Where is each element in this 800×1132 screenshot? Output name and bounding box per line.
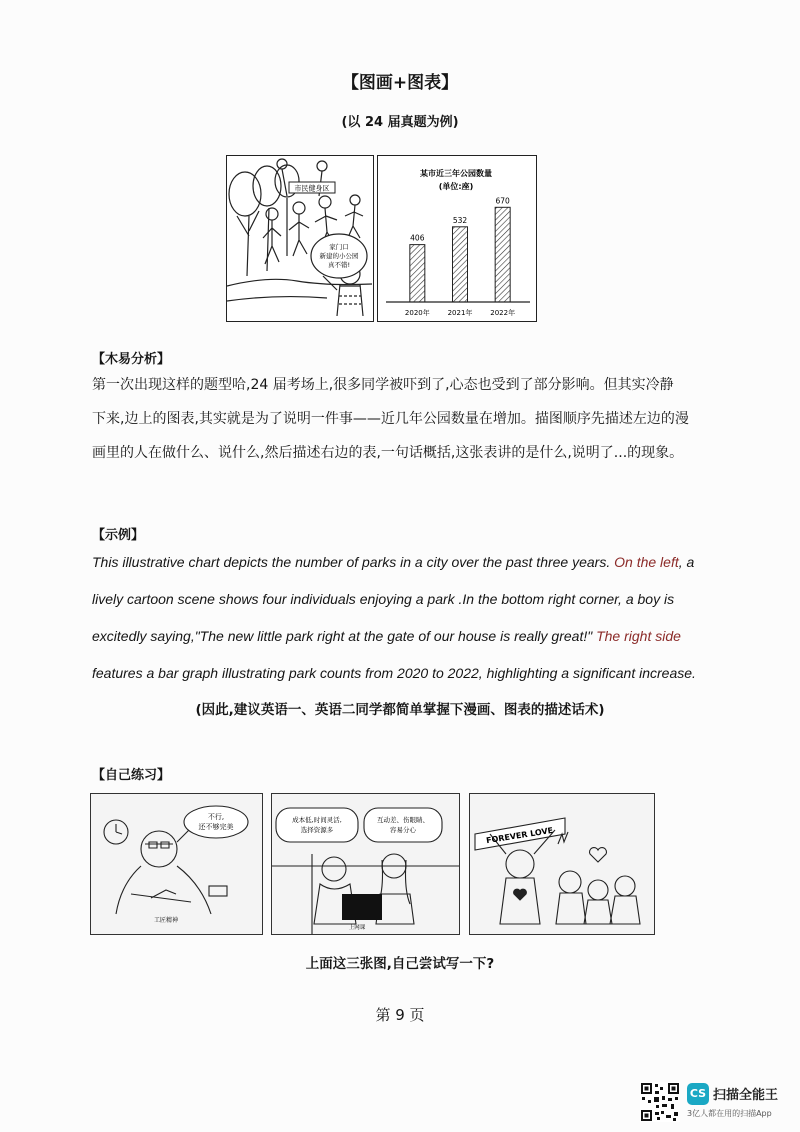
cartoon-panel xyxy=(226,155,374,322)
section-subtitle: (以 24 届真题为例) xyxy=(341,115,459,130)
example-line-1-text: This illustrative chart depicts the number of parks in a city over the past three years. xyxy=(92,554,615,570)
page-number: 第 9 页 xyxy=(375,1006,425,1024)
analysis-line-2: 下来,边上的图表,其实就是为了说明一件事——近几年公园数量在增加。描图顺序先描述左边的漫 xyxy=(92,411,689,427)
x-tick-label: 2021年 xyxy=(447,309,473,317)
example-line-1-tail: , a xyxy=(678,554,695,570)
fans-drawing xyxy=(470,794,654,934)
craftsman-drawing xyxy=(91,794,262,934)
example-line-1 xyxy=(92,544,792,581)
online-class-drawing xyxy=(272,794,459,934)
cartoon-sign: 市民健身区 xyxy=(294,184,330,193)
practice-picture-2 xyxy=(271,793,460,935)
bar-value-label: 532 xyxy=(452,215,468,225)
practice-picture-3 xyxy=(469,793,655,935)
x-tick-label: 2022年 xyxy=(490,309,516,317)
example-line-2: lively cartoon scene shows four individuals enjoying a park .In the bottom right corner, a boy is xyxy=(92,591,675,607)
pic1-caption: 工匠精神 xyxy=(153,917,179,924)
example-note: (因此,建议英语一、英语二同学都简单掌握下漫画、图表的描述话术) xyxy=(195,702,605,718)
pic2-caption: 上网课 xyxy=(348,925,366,931)
pic3-banner: FOREVER LOVE xyxy=(485,825,554,846)
example-line-4: features a bar graph illustrating park counts from 2020 to 2022, highlighting a significant increase. xyxy=(92,665,696,681)
example-label: 【示例】 xyxy=(92,528,145,543)
app-name: 扫描全能王 xyxy=(713,1088,779,1103)
pic2-bubble-left-line2: 选择资源多 xyxy=(300,826,334,834)
example-line-3-text: excitedly saying,"The new little park right at the gate of our house is really great!" xyxy=(92,628,597,644)
pic1-bubble-line1: 不行, xyxy=(207,813,225,821)
cartoon-speech-line2: 新建的小公园 xyxy=(319,252,359,260)
example-paragraph xyxy=(92,544,792,692)
bar-value-label: 406 xyxy=(410,233,425,243)
practice-label: 【自己练习】 xyxy=(92,768,171,783)
example-highlight-left: On the left xyxy=(614,554,679,570)
section-title: 【图画+图表】 xyxy=(341,73,459,93)
app-tagline: 3亿人都在用的扫描App xyxy=(687,1109,772,1118)
pic2-bubble-right-line2: 容易分心 xyxy=(390,826,416,834)
practice-picture-1 xyxy=(90,793,263,935)
bar-value-label: 670 xyxy=(495,196,510,206)
cartoon-drawing xyxy=(227,156,372,320)
practice-prompt: 上面这三张图,自己尝试写一下? xyxy=(305,956,495,972)
chart-subtitle: (单位:座) xyxy=(438,182,474,191)
analysis-line-3: 画里的人在做什么、说什么,然后描述右边的表,一句话概括,这张表讲的是什么,说明了...的现象。 xyxy=(92,445,684,461)
bar-2021年 xyxy=(453,227,468,302)
pic1-bubble-line2: 还不够完美 xyxy=(198,823,234,831)
camscanner-logo-icon: CS xyxy=(687,1083,709,1105)
analysis-label: 【木易分析】 xyxy=(92,352,171,367)
bar-chart xyxy=(378,156,535,320)
analysis-paragraph xyxy=(92,368,800,470)
bar-2022年 xyxy=(495,207,510,302)
chart-title: 某市近三年公园数量 xyxy=(420,169,492,178)
qr-code-icon xyxy=(640,1082,680,1122)
bar-2020年 xyxy=(410,245,425,302)
pic2-bubble-right-line1: 互动差、伤眼睛、 xyxy=(377,816,429,824)
pic2-bubble-left-line1: 成本低,时间灵活, xyxy=(292,816,342,824)
example-highlight-right: The right side xyxy=(596,628,681,644)
analysis-line-1: 第一次出现这样的题型哈,24 届考场上,很多同学被吓到了,心态也受到了部分影响。但其实冷静 xyxy=(92,377,674,393)
x-tick-label: 2020年 xyxy=(404,309,430,317)
example-line-3 xyxy=(92,618,792,655)
cartoon-speech-line3: 真不错! xyxy=(327,261,351,269)
bar-chart-panel xyxy=(377,155,537,322)
cartoon-speech-line1: 家门口 xyxy=(329,243,349,251)
